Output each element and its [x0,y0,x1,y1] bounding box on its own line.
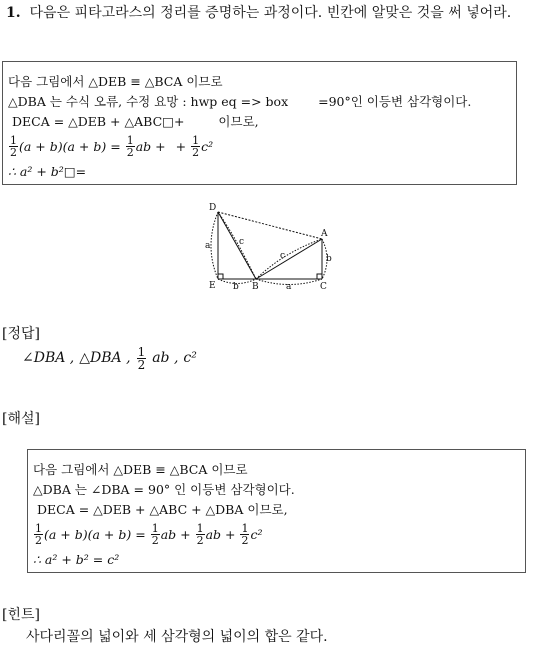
explanation-box [27,449,526,573]
problem-box [2,61,517,185]
fraction-half: $\frac{1}{2}$ [137,344,146,372]
label-a: A [321,229,328,239]
explanation-line-1: 다음 그림에서 △DEB ≡ △BCA 이므로 [33,461,248,477]
label-side-b-bottom: b [233,282,239,292]
side-da [218,212,322,239]
label-side-a-left: a [205,241,211,251]
label-side-c2: c [280,251,286,261]
explanation-line-2: △DBA 는 ∠DBA = 90° 인 이등변 삼각형이다. [33,481,295,497]
fraction-half: $\frac{1}{2}$ [192,133,200,159]
fraction-half: $\frac{1}{2}$ [241,521,249,547]
problem-line-4: $\frac{1}{2}$ (a + b)(a + b) = $\frac{1}{2}$ ab + + $\frac{1}{2}$ c² [10,133,214,159]
right-angle-c [317,274,322,279]
hint-text: 사다리꼴의 넓이와 세 삼각형의 넓이의 합은 같다. [26,629,328,645]
problem-line-3: DECA = △DEB + △ABC□+ 이므로, [11,113,259,129]
trapezoid-figure [198,198,336,294]
fraction-half: $\frac{1}{2}$ [10,133,17,159]
label-e: E [209,281,216,291]
problem-line-2: △DBA 는 수식 오류, 수정 요망 : hwp eq => box =90°인 이등변 삼각형이다. [8,93,472,109]
segment-ba [256,239,322,279]
problem-line-1: 다음 그림에서 △DEB ≡ △BCA 이므로 [8,73,223,89]
explanation-line-4: $\frac{1}{2}$ (a + b)(a + b) = $\frac{1}{2}$ ab + $\frac{1}{2}$ ab + $\frac{1}{2}$ c² [35,521,263,547]
arc-de [211,212,218,279]
label-c: C [320,282,327,292]
fraction-half: $\frac{1}{2}$ [151,521,159,547]
right-angle-e [218,274,223,279]
answer-header: [정답] [2,326,40,342]
label-d: D [209,203,217,213]
label-side-a-bottom: a [286,282,292,292]
explanation-line-3: DECA = △DEB + △ABC + △DBA 이므로, [36,501,288,517]
label-b: B [252,282,259,292]
hint-header: [힌트] [2,607,40,623]
segment-db [218,212,256,279]
explanation-header: [해설] [2,411,40,427]
fraction-half: $\frac{1}{2}$ [35,521,42,547]
problem-line-5: ∴ a² + b²□= [8,163,87,179]
question-body: 다음은 피타고라스의 정리를 증명하는 과정이다. 빈칸에 알맞은 것을 써 넣어라. [29,5,512,21]
question-text [6,2,534,24]
question-number: 1. [6,5,21,21]
label-side-c1: c [239,237,245,247]
explanation-line-5: ∴ a² + b² = c² [33,551,120,567]
fraction-half: $\frac{1}{2}$ [196,521,204,547]
answer-body: ∠DBA , △DBA , $\frac{1}{2}$ ab , c² [22,344,197,372]
fraction-half: $\frac{1}{2}$ [126,133,134,159]
label-side-b-right: b [326,254,332,264]
